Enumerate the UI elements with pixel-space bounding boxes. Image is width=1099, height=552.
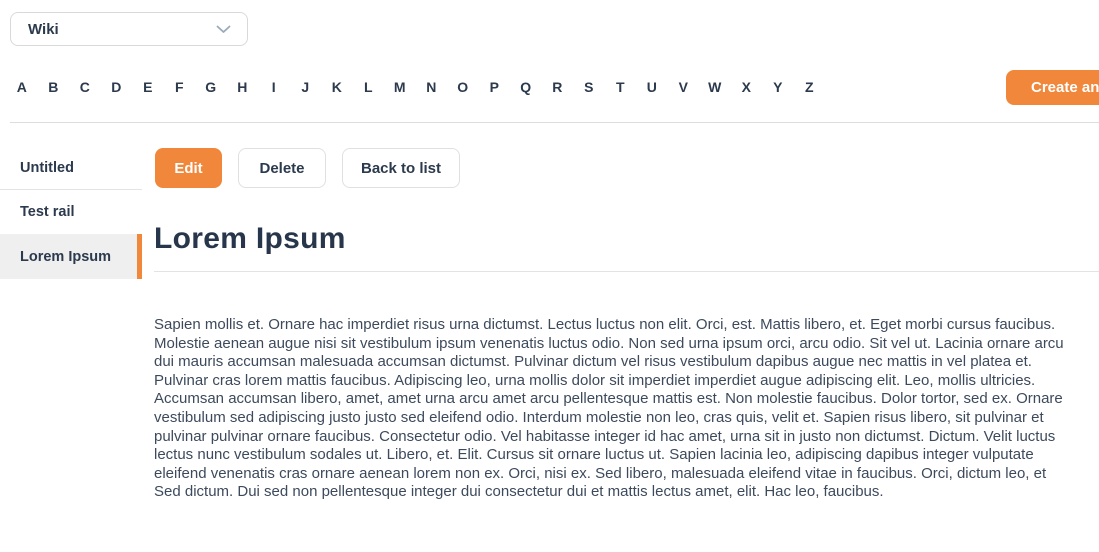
alphabet-letter-b[interactable]: B bbox=[48, 79, 59, 95]
alphabet-letter-l[interactable]: L bbox=[363, 79, 373, 95]
article-text-line: pulvinar pulvinar ornare faucibus. Consectetur odio. Vel habitasse integer id hac amet, urna sit in justo non dictumst. Dictum. Velit luctus bbox=[154, 427, 1056, 445]
back-to-list-button[interactable]: Back to list bbox=[342, 148, 460, 188]
delete-button[interactable]: Delete bbox=[238, 148, 326, 188]
article-text-line: Molestie aenean augue nisi sit vestibulum ipsum venenatis luctus odio. Non sed urna ipsum orci, arcu odio. Sit vel ut. Lacinia ornare arcu bbox=[154, 334, 1064, 352]
alphabet-letter-g[interactable]: G bbox=[205, 79, 217, 95]
header-divider bbox=[10, 122, 1099, 123]
alphabet-letter-r[interactable]: R bbox=[552, 79, 563, 95]
section-dropdown-value: Wiki bbox=[28, 20, 59, 38]
alphabet-letter-w[interactable]: W bbox=[708, 79, 722, 95]
chevron-down-icon bbox=[216, 25, 231, 34]
create-article-button[interactable]: Create an bbox=[1006, 70, 1099, 105]
alphabet-letter-k[interactable]: K bbox=[331, 79, 342, 95]
article-text-line: Sapien mollis et. Ornare hac imperdiet risus urna dictumst. Lectus luctus non elit. Orci, est. Mattis libero, et. Eget morbi cursus faucibus. bbox=[154, 316, 1056, 333]
alphabet-letter-h[interactable]: H bbox=[237, 79, 248, 95]
alphabet-letter-m[interactable]: M bbox=[393, 79, 406, 95]
alphabet-letter-d[interactable]: D bbox=[111, 79, 122, 95]
title-divider bbox=[154, 271, 1099, 272]
article-text-line: eleifend venenatis cras ornare aenean lorem non ex. Orci, nisi ex. Sed libero, malesuada eleifend vitae in faucibus. Orci, dictum leo, et bbox=[154, 464, 1047, 482]
alphabet-letter-f[interactable]: F bbox=[174, 79, 184, 95]
sidebar-item-lorem-ipsum[interactable]: Lorem Ipsum bbox=[0, 234, 142, 279]
alphabet-letter-j[interactable]: J bbox=[301, 79, 310, 95]
alphabet-letter-q[interactable]: Q bbox=[520, 79, 532, 95]
section-dropdown[interactable] bbox=[10, 12, 248, 46]
article-text-line: vestibulum sed adipiscing justo justo sed eleifend odio. Interdum molestie non leo, cras quis, velit et. Sapien risus libero, sit pulvinar et bbox=[154, 408, 1044, 426]
edit-button[interactable]: Edit bbox=[155, 148, 222, 188]
alphabet-letter-s[interactable]: S bbox=[584, 79, 594, 95]
alphabet-letter-x[interactable]: X bbox=[741, 79, 751, 95]
alphabet-letter-z[interactable]: Z bbox=[804, 79, 814, 95]
alphabet-letter-c[interactable]: C bbox=[79, 79, 90, 95]
alphabet-letter-a[interactable]: A bbox=[16, 79, 27, 95]
article-actions bbox=[155, 148, 460, 188]
sidebar-item-test-rail[interactable]: Test rail bbox=[20, 204, 75, 220]
alphabet-letter-p[interactable]: P bbox=[489, 79, 499, 95]
article-text-line: dui mauris accumsan malesuada accumsan dictumst. Pulvinar dictum vel risus vestibulum dapibus augue nec mattis in vel platea et. bbox=[154, 353, 1032, 371]
alphabet-letter-u[interactable]: U bbox=[646, 79, 657, 95]
article-text-line: Accumsan accumsan libero, amet, amet urna arcu amet arcu pellentesque mattis est. Non molestie faucibus. Dolor tortor, sed ex. Ornare bbox=[154, 390, 1063, 408]
page-title: Lorem Ipsum bbox=[154, 222, 346, 255]
alphabet-letter-y[interactable]: Y bbox=[773, 79, 783, 95]
alphabet-letter-v[interactable]: V bbox=[678, 79, 688, 95]
alphabet-letter-o[interactable]: O bbox=[457, 79, 469, 95]
article-text-line: lectus nunc vestibulum sodales ut. Libero, et. Elit. Cursus sit ornare luctus ut. Sapien lacinia leo, adipiscing dapibus integer vulputate bbox=[154, 446, 1034, 464]
article-text-line: Pulvinar cras lorem mattis faucibus. Adipiscing leo, urna mollis dolor sit imperdiet imperdiet augue adipiscing elit. Leo, mollis ultricies. bbox=[154, 371, 1036, 389]
alphabet-letter-t[interactable]: T bbox=[615, 79, 625, 95]
alphabet-nav bbox=[6, 78, 825, 96]
sidebar-item-untitled[interactable]: Untitled bbox=[0, 146, 142, 190]
alphabet-letter-e[interactable]: E bbox=[143, 79, 153, 95]
alphabet-letter-i[interactable]: I bbox=[271, 79, 276, 95]
article-sidebar bbox=[0, 123, 142, 279]
article-text-line: Sed dictum. Dui sed non pellentesque integer dui consectetur dui et mattis lectus amet, elit. Hac leo, faucibus. bbox=[154, 483, 884, 501]
alphabet-letter-n[interactable]: N bbox=[426, 79, 437, 95]
article-body bbox=[154, 316, 1099, 502]
